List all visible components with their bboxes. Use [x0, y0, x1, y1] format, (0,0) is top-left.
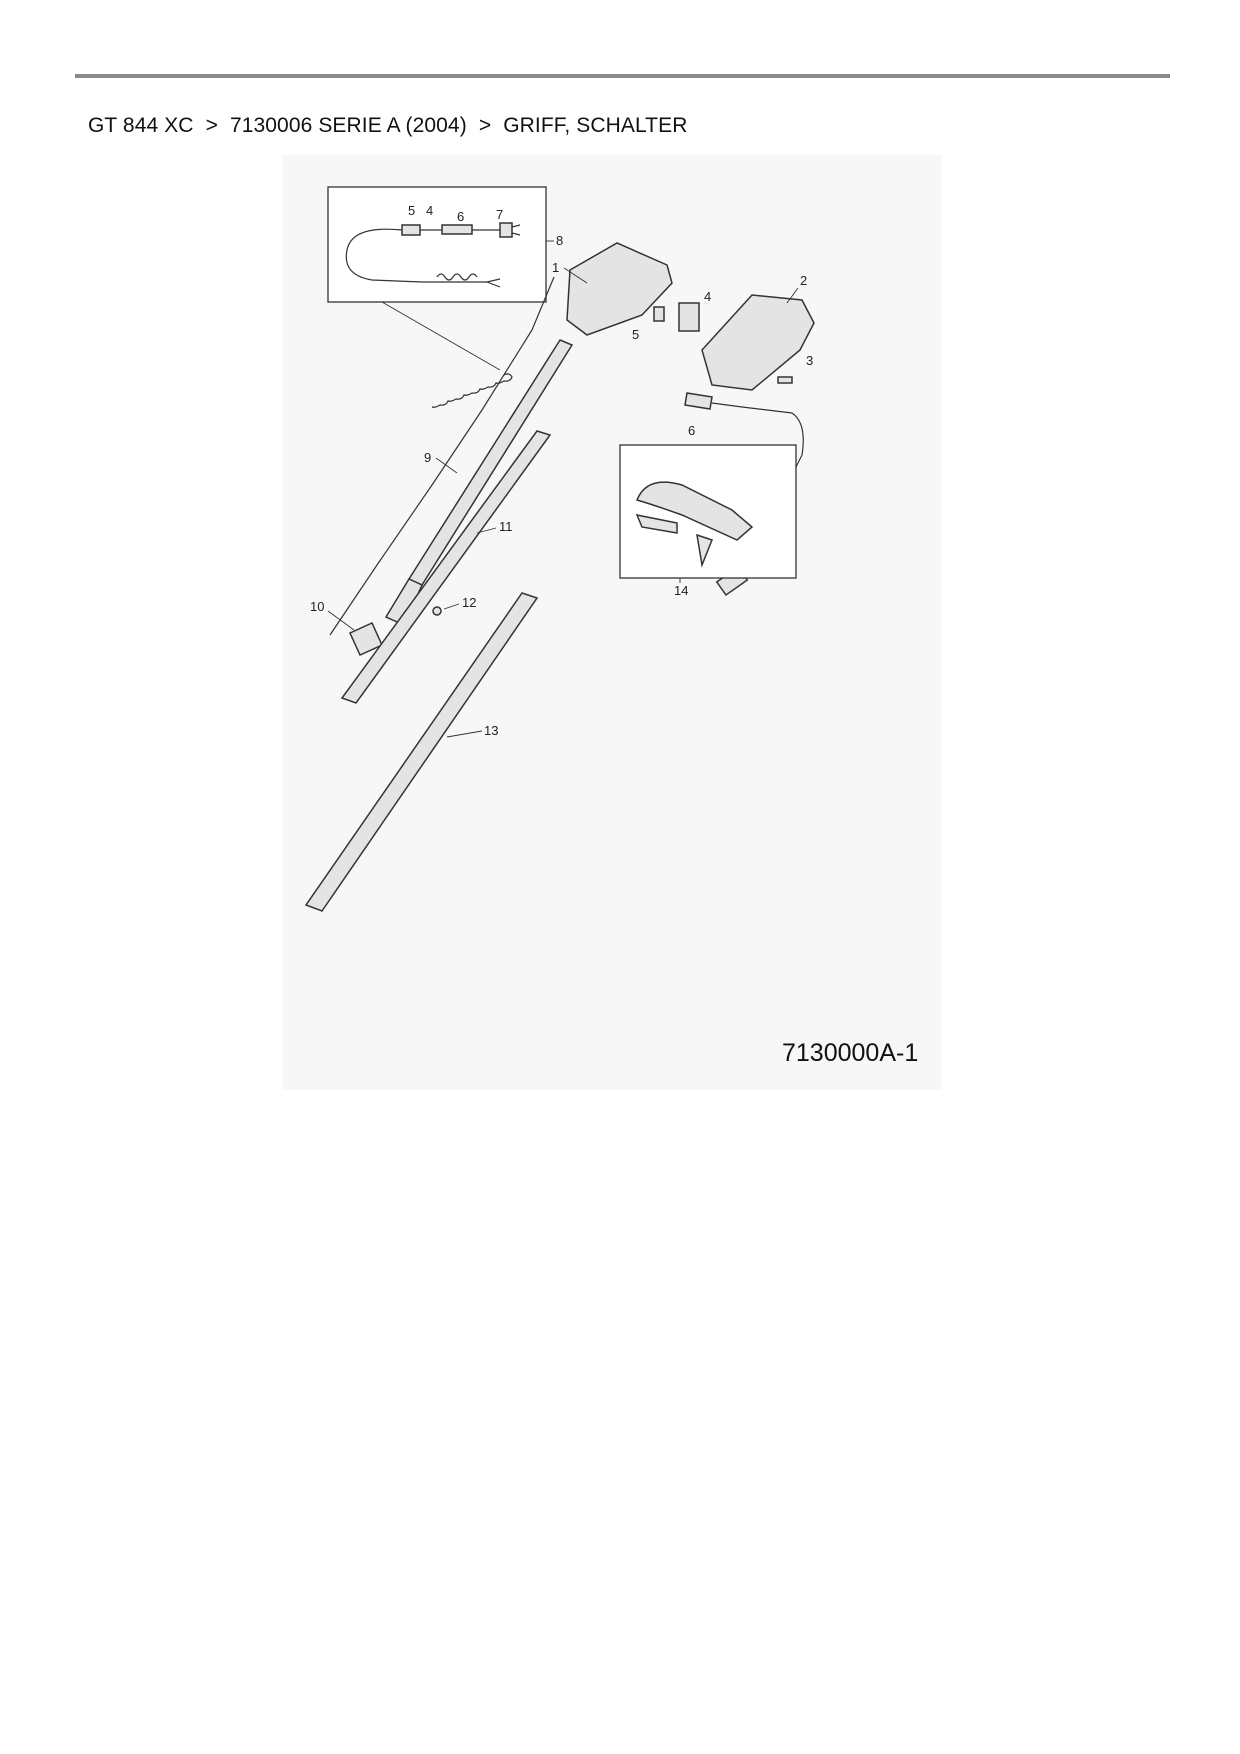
diagram-svg: [282, 155, 942, 1090]
screw-12: [433, 607, 441, 615]
callout-6: 6: [688, 423, 696, 438]
breadcrumb-separator: >: [478, 114, 492, 137]
callout-14: 14: [674, 583, 689, 598]
callout-13: 13: [484, 723, 499, 738]
leader-10: [328, 611, 354, 630]
callout-3: 3: [806, 353, 814, 368]
part-5: [654, 307, 664, 321]
cable-spring: [432, 374, 512, 407]
callout-11: 11: [499, 519, 513, 534]
tube-11: [342, 431, 550, 703]
inset-label-7: 7: [496, 207, 504, 222]
exploded-parts-diagram: [282, 155, 942, 1090]
leader-inset-to-cable: [382, 302, 500, 370]
breadcrumb-item-series[interactable]: 7130006 SERIE A (2004): [229, 114, 467, 137]
callout-8: 8: [556, 233, 564, 248]
inset-switch-part: [402, 225, 420, 235]
leader-12: [444, 604, 459, 609]
inset-label-4: 4: [426, 203, 434, 218]
tube-9: [409, 340, 572, 585]
breadcrumb-item-model[interactable]: GT 844 XC: [88, 114, 194, 137]
callout-4: 4: [704, 289, 712, 304]
leader-9: [436, 458, 457, 473]
sleeve-6: [685, 393, 712, 409]
handle-half-2: [702, 295, 814, 390]
breadcrumb-item-section: GRIFF, SCHALTER: [503, 114, 688, 137]
inset-sleeve: [442, 225, 472, 234]
switch-4: [679, 303, 699, 331]
top-divider: [75, 74, 1170, 78]
leader-13: [447, 731, 482, 737]
breadcrumb: [88, 114, 687, 138]
screw-3: [778, 377, 792, 383]
callout-5: 5: [632, 327, 640, 342]
inset-label-5: 5: [408, 203, 416, 218]
callout-2: 2: [800, 273, 808, 288]
callout-10: 10: [310, 599, 325, 614]
inset-plug: [500, 223, 512, 237]
inset-label-6: 6: [457, 209, 465, 224]
callout-12: 12: [462, 595, 477, 610]
callout-1: 1: [552, 260, 560, 275]
callout-9: 9: [424, 450, 432, 465]
tube-13: [306, 593, 537, 911]
breadcrumb-separator: >: [205, 114, 218, 137]
cable-assembly-inset: [328, 187, 546, 302]
drawing-code: 7130000A-1: [782, 1039, 919, 1067]
